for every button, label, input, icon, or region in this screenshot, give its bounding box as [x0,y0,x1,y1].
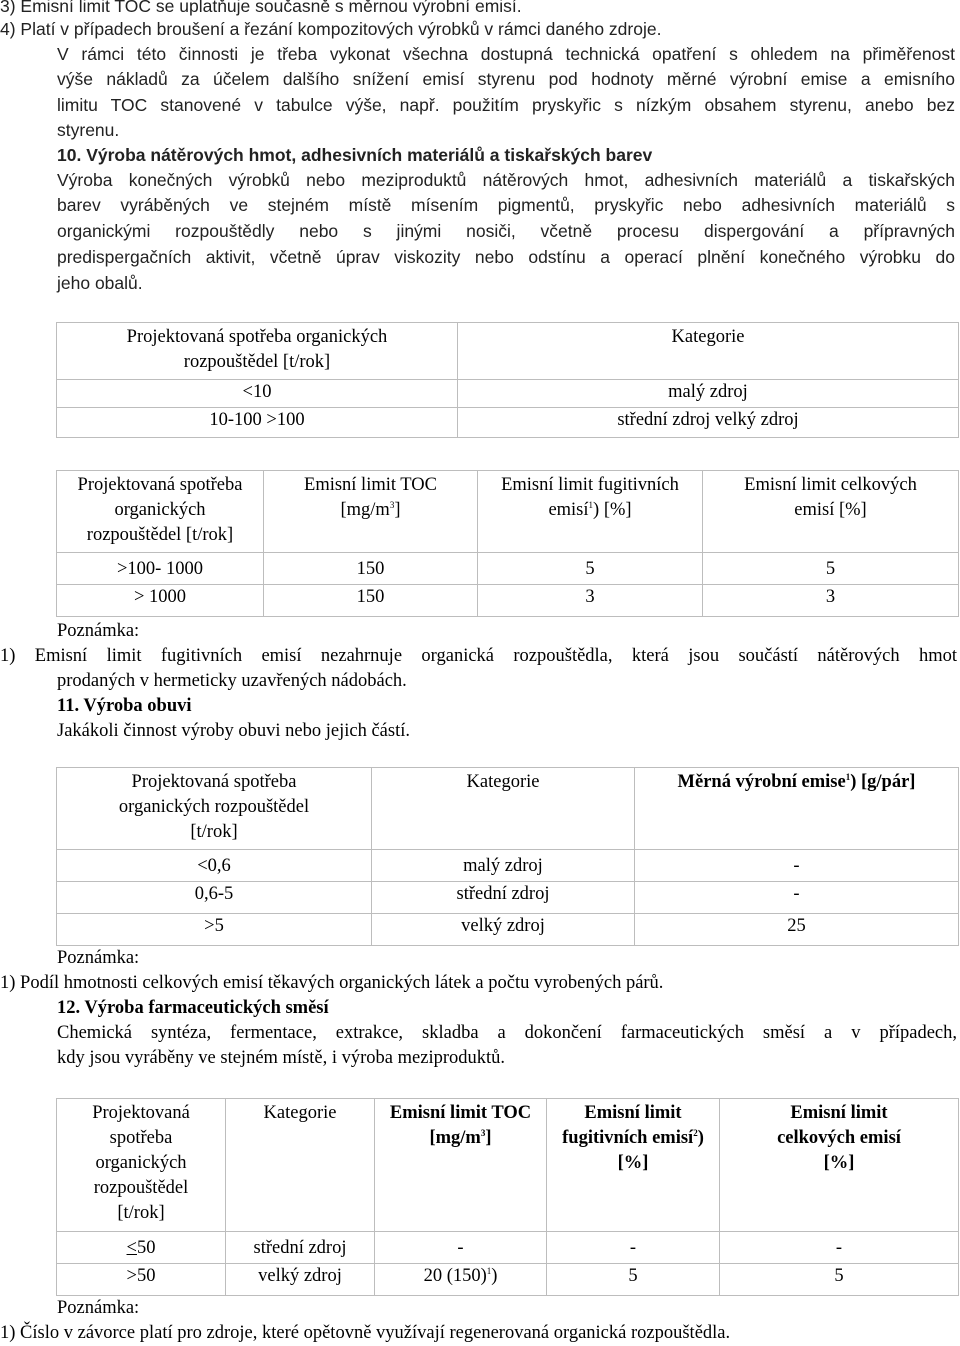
table-cell: 10-100 >100 [57,408,458,438]
superscript: 1 [588,499,594,510]
table-row [57,408,959,438]
table-cell: střední zdroj [226,1232,375,1264]
note-line: 1) Podíl hmotnosti celkových emisí těkavých organických látek a počtu vyrobených párů. [0,973,664,993]
table-cell: <10 [57,380,458,408]
note-label: Poznámka: [57,948,140,968]
unit-end: ) [%] [593,500,632,520]
table-cell: - [635,882,959,914]
table-cell: malý zdroj [458,380,959,408]
table-cell: 25 [635,914,959,946]
header-category: Kategorie [372,768,635,850]
table-cell: malý zdroj [372,850,635,882]
header-consumption: Projektovaná spotřeba organických rozpouštědel [t/rok] [57,471,264,553]
table-cell: >5 [57,914,372,946]
note-line: prodaných v hermeticky uzavřených nádobách. [57,671,407,691]
cell-value: 20 (150) [423,1266,487,1286]
table-cell: 5 [478,553,703,585]
header-fugitive-limit [478,471,703,553]
intro-para-line: styrenu. [57,120,120,140]
superscript: 3 [389,499,395,510]
table-cell: 0,6-5 [57,882,372,914]
superscript: 2 [693,1127,698,1138]
header-toc-limit [375,1099,547,1232]
table-cell: - [375,1232,547,1264]
table-row [57,850,959,882]
header-fugitive-line1: Emisní limit [584,1103,682,1123]
header-consumption: Projektovaná spotřeba organických rozpouštědel [t/rok] [57,768,372,850]
intro-para-line: výše nákladů za účelem dalšího snížení emisí styrenu pod hodnoty měrné výrobní emise a emisního [57,69,955,89]
superscript: 1 [845,771,851,782]
category-table-11 [56,767,959,946]
header-total-limit: Emisní limit celkových emisí [%] [703,471,959,553]
table-cell: 3 [703,585,959,617]
section-12-para-line: Chemická syntéza, fermentace, extrakce, skladba a dokončení farmaceutických směsí a v případech, [57,1023,957,1043]
table-row [57,1264,959,1296]
header-fugitive-line2 [551,1126,715,1151]
superscript: 1 [486,1265,492,1276]
superscript: 3 [480,1127,486,1138]
table-cell: 5 [720,1264,959,1296]
intro-para-line: V rámci této činnosti je třeba vykonat všechna dostupná technická opatření s ohledem na přiměřenost [57,44,955,64]
header-toc-limit [264,471,478,553]
section-11-text: Jakákoli činnost výroby obuvi nebo jejich částí. [57,721,410,741]
table-cell: <0,6 [57,850,372,882]
header-toc-line1: Emisní limit TOC [389,1103,532,1123]
unit-end: ] [485,1128,492,1148]
unit-text: emisí [548,500,589,520]
table-cell [375,1264,547,1296]
table-cell: 5 [703,553,959,585]
table-cell: 3 [478,585,703,617]
table-cell: >50 [57,1264,226,1296]
table-row [57,882,959,914]
table-cell: střední zdroj [372,882,635,914]
intro-para-line: limitu TOC stanovené v tabulce výše, např. použitím pryskyřic s nízkým obsahem styrenu, anebo bez [57,95,955,115]
section-10-para-line: predispergačních aktivit, včetně úprav viskozity nebo odstínu a operací plnění konečného výrobku do [57,247,955,267]
table-cell: velký zdroj [372,914,635,946]
table-cell [57,1232,226,1264]
header-toc-line2 [379,1126,542,1151]
table-row [57,1232,959,1264]
header-text: Měrná výrobní emise [677,772,846,792]
header-category: Kategorie [458,323,959,380]
table-cell: >100- 1000 [57,553,264,585]
note-4: 4) Platí v případech broušení a řezání kompozitových výrobků v rámci daného zdroje. [0,19,662,39]
limits-table-12 [56,1098,959,1296]
header-fugitive-limit [547,1099,720,1232]
category-table-10 [56,322,959,438]
table-cell: - [635,850,959,882]
header-consumption: Projektovaná spotřeba organických rozpouštědel [t/rok] [57,1099,226,1232]
table-cell: velký zdroj [226,1264,375,1296]
table-cell: 150 [264,553,478,585]
table-row [57,380,959,408]
table-cell: 150 [264,585,478,617]
header-toc-limit-line1: Emisní limit TOC [304,475,437,495]
table-cell: 5 [547,1264,720,1296]
less-equal-sign: < [126,1238,137,1258]
header-toc-limit-line2 [268,498,473,523]
section-10-para-line: Výroba konečných výrobků nebo meziproduktů nátěrových hmot, adhesivních materiálů a tiskařských [57,170,955,190]
table-cell: - [720,1232,959,1264]
section-12-heading: 12. Výroba farmaceutických směsí [57,998,329,1018]
unit-text: [mg/m [340,500,390,520]
header-text: ) [697,1128,704,1148]
note-line: 1) Emisní limit fugitivních emisí nezahrnuje organická rozpouštědla, která jsou součástí nátěrových hmot [0,646,957,666]
limits-table-10 [56,470,959,617]
table-row [57,914,959,946]
header-fugitive-line3: [%] [617,1153,649,1173]
section-10-para-line: jeho obalů. [57,273,143,293]
note-label: Poznámka: [57,621,140,641]
header-category: Kategorie [226,1099,375,1232]
header-total-limit: Emisní limit celkových emisí [%] [720,1099,959,1232]
header-text: fugitivních emisí [562,1128,694,1148]
note-line: 1) Číslo v závorce platí pro zdroje, které opětovně využívají regenerovaná organická rozpouštědla. [0,1323,731,1343]
note-3: 3) Emisní limit TOC se uplatňuje současně s měrnou výrobní emisí. [0,0,522,16]
header-specific-emission [635,768,959,850]
table-cell: > 1000 [57,585,264,617]
unit-end: ] [394,500,401,520]
section-10-para-line: barev vyráběných ve stejném místě mísením pigmentů, pryskyřic nebo adhesivních materiálů s [57,195,955,215]
section-12-para-line: kdy jsou vyráběny ve stejném místě, i výroba meziproduktů. [57,1048,506,1068]
note-label: Poznámka: [57,1298,140,1318]
cell-value: 50 [136,1238,156,1258]
table-cell: - [547,1232,720,1264]
table-row [57,585,959,617]
section-10-heading: 10. Výroba nátěrových hmot, adhesivních materiálů a tiskařských barev [57,145,653,165]
section-10-para-line: organickými rozpouštědly nebo s jinými nosiči, včetně procesu dispergování a přípravných [57,221,955,241]
table-cell: střední zdroj velký zdroj [458,408,959,438]
unit-text: [mg/m [429,1128,481,1148]
header-fugitive-line2 [482,498,698,523]
cell-value: ) [491,1266,498,1286]
header-consumption: Projektovaná spotřeba organických rozpouštědel [t/rok] [57,323,458,380]
header-fugitive-line1: Emisní limit fugitivních [501,475,679,495]
header-text: ) [g/pár] [850,772,916,792]
section-11-heading: 11. Výroba obuvi [57,696,192,716]
table-row [57,553,959,585]
